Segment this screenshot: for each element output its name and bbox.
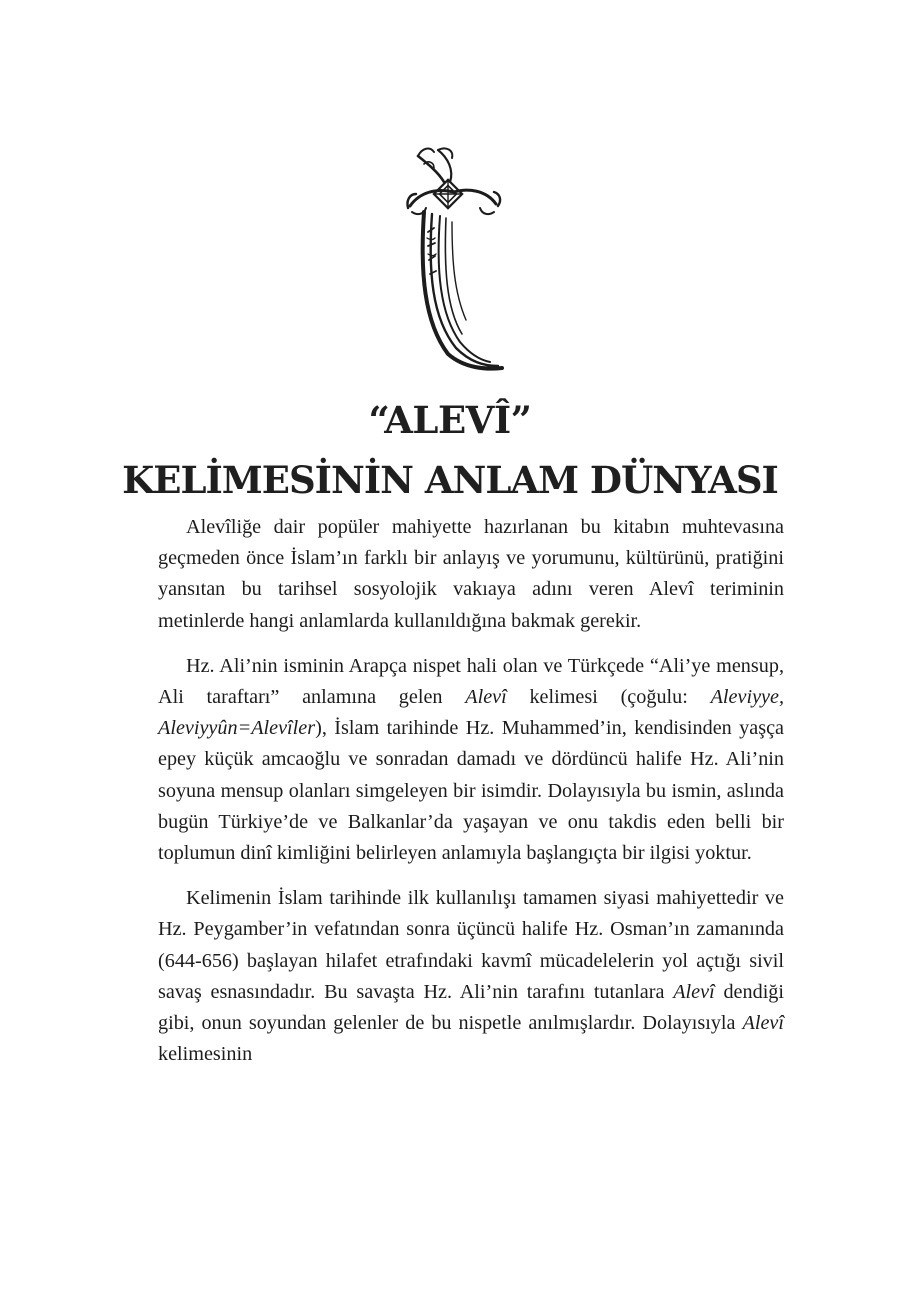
chapter-title-line-1: “ALEVÎ” xyxy=(368,398,532,442)
text-run: Hz. Ali’nin isminin Arapça nispet hali olan ve Türkçede “Ali’ye mensup, Ali taraftarı” anlamına gelen xyxy=(158,654,784,709)
paragraph xyxy=(158,883,784,1070)
body-text xyxy=(158,512,784,1084)
text-run: kelimesi (çoğulu: xyxy=(506,686,711,709)
zulfiqar-calligraphy-icon xyxy=(398,142,510,374)
chapter-title-line-2: KELİMESİNİN ANLAM DÜNYASI xyxy=(122,458,778,502)
italic-term: Alevî xyxy=(742,1012,784,1035)
text-run: ), İslam tarihinde Hz. Muhammed’in, kendisinden yaşça epey küçük amcaoğlu ve sonradan damadı ve dördüncü halife Hz. Ali’nin soyuna mensup olanları simgeleyen bir isimdir. Dolayısıyla bu ismin, aslında bugün Türkiye’de ve Balkanlar’da yaşayan ve onu takdis eden belli bir toplumun dinî kimliğini belirleyen anlamıyla başlangıçta bir ilgisi yoktur. xyxy=(158,717,784,865)
text-run: dendiği gibi, onun soyundan gelenler de bu nispetle anılmışlardır. Dolayısıyla xyxy=(158,980,785,1035)
italic-term: Aleviyye, Aleviyyûn=Alevîler xyxy=(158,686,784,740)
italic-term: Alevî xyxy=(465,686,507,709)
paragraph xyxy=(158,512,784,637)
italic-term: Alevî xyxy=(673,980,715,1003)
paragraph xyxy=(158,651,784,869)
text-run: Kelimenin İslam tarihinde ilk kullanılışı tamamen siyasi mahiyettedir ve Hz. Peygamber’in vefatından sonra üçüncü halife Hz. Osman’ın zamanında (644-656) başlayan hilafet etrafındaki kavmî mücadelelerin yol açtığı sivil savaş esnasındadır. Bu savaşta Hz. Ali’nin tarafını tutanlara xyxy=(158,887,784,1003)
text-run: kelimesinin xyxy=(158,1043,253,1066)
text-run: Alevîliğe dair popüler mahiyette hazırlanan bu kitabın muhtevasına geçmeden önce İslam’ın farklı bir anlayış ve yorumunu, kültürünü, pratiğini yansıtan bu tarihsel sosyolojik vakıaya adını veren Alevî teriminin metinlerde hangi anlamlarda kullanıldığına bakmak gerekir. xyxy=(158,516,784,632)
